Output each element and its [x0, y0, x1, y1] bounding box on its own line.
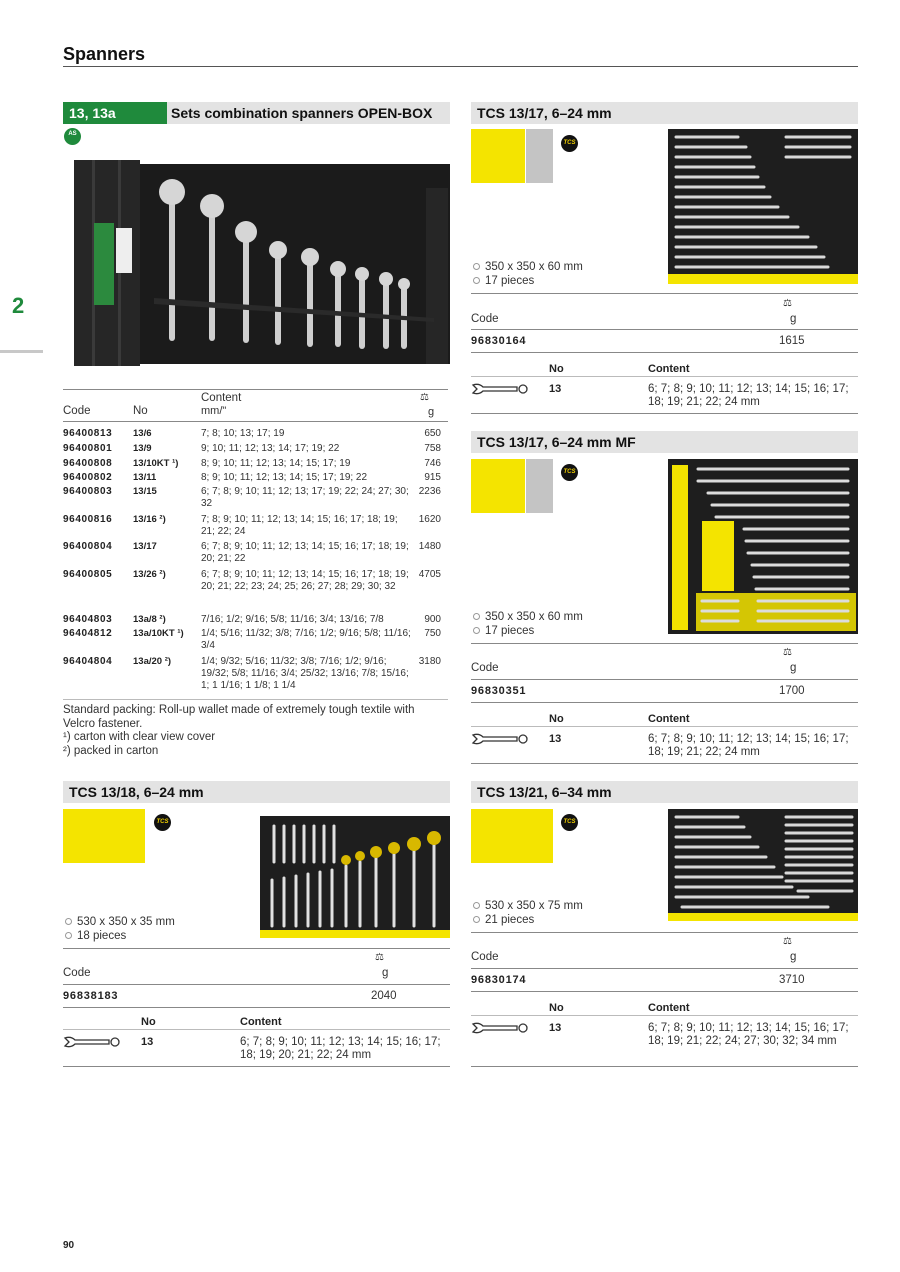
tcs-2-tray-illustration — [260, 816, 450, 938]
row-content: 1/4; 5/16; 11/32; 3/8; 7/16; 1/2; 9/16; 5/8; 11/16; 3/4 — [201, 628, 411, 651]
row-content: 6; 7; 8; 9; 10; 11; 12; 13; 17; 19; 22; 24; 27; 30; 32 — [201, 486, 409, 509]
row-weight: 3180 — [418, 656, 441, 667]
tcs-1-content-label: Content — [648, 713, 690, 725]
row-no: 13a/20 ²) — [133, 656, 172, 667]
tcs-1-content: 6; 7; 8; 9; 10; 11; 12; 13; 14; 15; 16; 17; 18; 19; 21; 22; 24 mm — [648, 733, 849, 758]
row-weight: 4705 — [418, 569, 441, 580]
tcs-0-code-label: Code — [471, 313, 499, 325]
tcs-2-rule-2 — [63, 984, 450, 985]
row-content: 1/4; 9/32; 5/16; 11/32; 3/8; 7/16; 1/2; 9/16; 19/32; 5/8; 11/16; 3/4; 25/32; 13/16; 7/8; 15/16; 1; 1 1/16; 1 1/8; 1 1/4 — [201, 656, 409, 691]
col-header-content: Content — [201, 392, 242, 404]
row-content: 6; 7; 8; 9; 10; 11; 12; 13; 14; 15; 16; 17; 18; 19; 20; 21; 22; 23; 24; 25; 26; 27; 28; 29; 30; 32 — [201, 569, 409, 592]
tcs-0-specs — [473, 260, 583, 288]
spanner-icon — [471, 1022, 531, 1037]
tcs-3-dims-bullet — [473, 902, 480, 909]
tcs-0-rule-2 — [471, 329, 858, 330]
tcs-3-pieces-bullet — [473, 916, 480, 923]
tcs-2-dims-bullet — [65, 918, 72, 925]
col-header-code: Code — [63, 405, 91, 417]
tcs-2-yellow-swatch — [63, 809, 145, 863]
row-code: 96400816 — [63, 514, 113, 525]
row-weight: 758 — [424, 443, 441, 454]
tcs-1-tray-image — [668, 459, 858, 634]
tcs-2-rule-4 — [63, 1029, 450, 1030]
tcs-3-rule-5 — [471, 1066, 858, 1067]
tcs-2-code: 96838183 — [63, 990, 119, 1002]
tcs-1-badge: TCS — [561, 464, 578, 481]
row-weight: 1480 — [418, 541, 441, 552]
row-code: 96404803 — [63, 614, 113, 625]
tcs-3-pieces: 21 pieces — [485, 914, 535, 926]
tcs-1-no-label: No — [549, 713, 564, 725]
tcs-1-no: 13 — [549, 733, 562, 745]
row-no: 13/11 — [133, 472, 157, 483]
tcs-1-dims: 350 x 350 x 60 mm — [485, 611, 583, 623]
table-top-rule — [63, 389, 448, 390]
tcs-1-code: 96830351 — [471, 685, 527, 697]
tcs-0-pieces-bullet — [473, 277, 480, 284]
tcs-2-rule-1 — [63, 948, 450, 949]
title-divider — [63, 66, 858, 67]
packing-notes — [63, 704, 448, 758]
row-weight: 915 — [424, 472, 441, 483]
tcs-0-weight-unit: g — [790, 313, 797, 325]
tcs-3-specs — [473, 899, 583, 927]
tcs-3-no-label: No — [549, 1002, 564, 1014]
note-standard-packing: Standard packing: Roll-up wallet made of extremely tough textile with Velcro fastener. — [63, 704, 415, 730]
tcs-1-pieces: 17 pieces — [485, 625, 535, 637]
row-no: 13/15 — [133, 486, 157, 497]
row-weight: 900 — [424, 614, 441, 625]
tcs-1-tray-illustration — [668, 459, 858, 634]
tcs-3-tray-illustration — [668, 809, 858, 921]
tcs-1-header: TCS 13/17, 6–24 mm MF — [471, 431, 858, 453]
tcs-0-no: 13 — [549, 383, 562, 395]
row-code: 96400803 — [63, 486, 113, 497]
note-footnote-1: ¹) carton with clear view cover — [63, 731, 216, 743]
tcs-0-dims: 350 x 350 x 60 mm — [485, 261, 583, 273]
tcs-2-scale-icon: ⚖ — [375, 952, 386, 963]
tcs-0-weight: 1615 — [779, 335, 805, 347]
tcs-0-grey-swatch — [526, 129, 553, 183]
col-header-unit: mm/" — [201, 405, 227, 417]
table-header-rule — [63, 421, 448, 422]
row-no: 13/16 ²) — [133, 514, 166, 525]
tcs-3-code: 96830174 — [471, 974, 527, 986]
tcs-0-no-label: No — [549, 363, 564, 375]
row-code: 96404812 — [63, 628, 113, 639]
tcs-0-yellow-swatch — [471, 129, 525, 183]
chapter-marker-bar — [0, 350, 43, 353]
tcs-3-weight-unit: g — [790, 951, 797, 963]
tcs-2-no: 13 — [141, 1036, 154, 1048]
row-code: 96400801 — [63, 443, 113, 454]
spanner-icon — [63, 1036, 123, 1051]
tcs-0-tray-illustration — [668, 129, 858, 284]
row-weight: 2236 — [418, 486, 441, 497]
tcs-2-specs — [65, 915, 175, 943]
tcs-0-scale-icon: ⚖ — [783, 298, 794, 309]
tcs-2-code-label: Code — [63, 967, 91, 979]
tcs-3-code-label: Code — [471, 951, 499, 963]
tcs-2-pieces: 18 pieces — [77, 930, 127, 942]
tcs-3-rule-3 — [471, 991, 858, 992]
scale-icon: ⚖ — [420, 392, 431, 403]
row-code: 96400813 — [63, 428, 113, 439]
tcs-1-rule-1 — [471, 643, 858, 644]
tcs-2-pieces-bullet — [65, 932, 72, 939]
tcs-2-content-label: Content — [240, 1016, 282, 1028]
as-drive-badge: AS — [64, 128, 81, 145]
row-no: 13/10KT ¹) — [133, 458, 179, 469]
tcs-1-code-label: Code — [471, 662, 499, 674]
tcs-1-rule-4 — [471, 726, 858, 727]
tcs-3-scale-icon: ⚖ — [783, 936, 794, 947]
row-no: 13/17 — [133, 541, 157, 552]
tcs-1-grey-swatch — [526, 459, 553, 513]
tcs-3-badge: TCS — [561, 814, 578, 831]
tcs-3-dims: 530 x 350 x 75 mm — [485, 900, 583, 912]
spanner-icon — [471, 383, 531, 398]
tcs-1-rule-2 — [471, 679, 858, 680]
col-header-no: No — [133, 405, 148, 417]
tcs-0-rule-1 — [471, 293, 858, 294]
row-weight: 1620 — [418, 514, 441, 525]
tcs-2-weight-unit: g — [382, 967, 389, 979]
tcs-3-yellow-swatch — [471, 809, 553, 863]
product-image-wallet — [74, 158, 450, 370]
note-footnote-2: ²) packed in carton — [63, 744, 159, 757]
tcs-0-badge: TCS — [561, 135, 578, 152]
tcs-2-rule-3 — [63, 1007, 450, 1008]
row-no: 13a/8 ²) — [133, 614, 166, 625]
row-weight: 650 — [424, 428, 441, 439]
tcs-2-header: TCS 13/18, 6–24 mm — [63, 781, 450, 803]
tcs-3-header: TCS 13/21, 6–34 mm — [471, 781, 858, 803]
main-section-tag: 13, 13a — [63, 102, 167, 124]
table-bottom-rule — [63, 699, 448, 700]
row-no: 13/26 ²) — [133, 569, 166, 580]
tcs-0-dims-bullet — [473, 263, 480, 270]
tcs-2-badge: TCS — [154, 814, 171, 831]
tcs-3-no: 13 — [549, 1022, 562, 1034]
row-content: 8; 9; 10; 11; 12; 13; 14; 15; 17; 19; 22 — [201, 472, 368, 483]
row-code: 96400804 — [63, 541, 113, 552]
tcs-1-specs — [473, 610, 583, 638]
chapter-marker: 2 — [12, 293, 25, 318]
tcs-2-no-label: No — [141, 1016, 156, 1028]
tcs-1-yellow-swatch — [471, 459, 525, 513]
tcs-3-content: 6; 7; 8; 9; 10; 11; 12; 13; 14; 15; 16; 17; 18; 19; 21; 22; 24; 27; 30; 32; 34 mm — [648, 1022, 849, 1047]
tcs-3-rule-2 — [471, 968, 858, 969]
tcs-1-scale-icon: ⚖ — [783, 647, 794, 658]
row-weight: 750 — [424, 628, 441, 639]
tcs-0-pieces: 17 pieces — [485, 275, 535, 287]
tcs-3-rule-4 — [471, 1015, 858, 1016]
tcs-2-content: 6; 7; 8; 9; 10; 11; 12; 13; 14; 15; 16; 17; 18; 19; 20; 21; 22; 24 mm — [240, 1036, 441, 1061]
tcs-3-content-label: Content — [648, 1002, 690, 1014]
col-header-weight: g — [428, 406, 435, 418]
tcs-0-rule-5 — [471, 413, 858, 414]
tcs-2-weight: 2040 — [371, 990, 397, 1002]
tcs-0-content-label: Content — [648, 363, 690, 375]
row-content: 9; 10; 11; 12; 13; 14; 17; 19; 22 — [201, 443, 340, 454]
tcs-0-code: 96830164 — [471, 335, 527, 347]
tcs-0-rule-3 — [471, 352, 858, 353]
tcs-0-tray-image — [668, 129, 858, 284]
tcs-2-dims: 530 x 350 x 35 mm — [77, 916, 175, 928]
tcs-1-rule-5 — [471, 763, 858, 764]
tcs-1-dims-bullet — [473, 613, 480, 620]
row-code: 96400808 — [63, 458, 113, 469]
tcs-1-rule-3 — [471, 702, 858, 703]
tcs-3-weight: 3710 — [779, 974, 805, 986]
row-content: 7/16; 1/2; 9/16; 5/8; 11/16; 3/4; 13/16; 7/8 — [201, 614, 384, 625]
tcs-3-rule-1 — [471, 932, 858, 933]
tcs-1-pieces-bullet — [473, 627, 480, 634]
row-content: 6; 7; 8; 9; 10; 11; 12; 13; 14; 15; 16; 17; 18; 19; 20; 21; 22 — [201, 541, 409, 564]
tcs-1-weight: 1700 — [779, 685, 805, 697]
page-title: Spanners — [63, 44, 146, 64]
tcs-2-rule-5 — [63, 1066, 450, 1067]
row-content: 8; 9; 10; 11; 12; 13; 14; 15; 17; 19 — [201, 458, 351, 469]
row-no: 13a/10KT ¹) — [133, 628, 184, 639]
page-number: 90 — [63, 1240, 75, 1251]
row-content: 7; 8; 9; 10; 11; 12; 13; 14; 15; 16; 17; 18; 19; 21; 22; 24 — [201, 514, 398, 537]
tcs-2-tray-image — [260, 816, 450, 938]
tcs-0-header: TCS 13/17, 6–24 mm — [471, 102, 858, 124]
row-weight: 746 — [424, 458, 441, 469]
row-code: 96404804 — [63, 656, 113, 667]
main-section-title: Sets combination spanners OPEN-BOX — [171, 105, 433, 121]
row-no: 13/6 — [133, 428, 152, 439]
wallet-illustration — [74, 158, 450, 370]
tcs-1-weight-unit: g — [790, 662, 797, 674]
tcs-3-tray-image — [668, 809, 858, 921]
row-content: 7; 8; 10; 13; 17; 19 — [201, 428, 285, 439]
row-no: 13/9 — [133, 443, 152, 454]
tcs-0-content: 6; 7; 8; 9; 10; 11; 12; 13; 14; 15; 16; 17; 18; 19; 21; 22; 24 mm — [648, 383, 849, 408]
row-code: 96400805 — [63, 569, 113, 580]
tcs-0-rule-4 — [471, 376, 858, 377]
spanner-icon — [471, 733, 531, 748]
row-code: 96400802 — [63, 472, 113, 483]
